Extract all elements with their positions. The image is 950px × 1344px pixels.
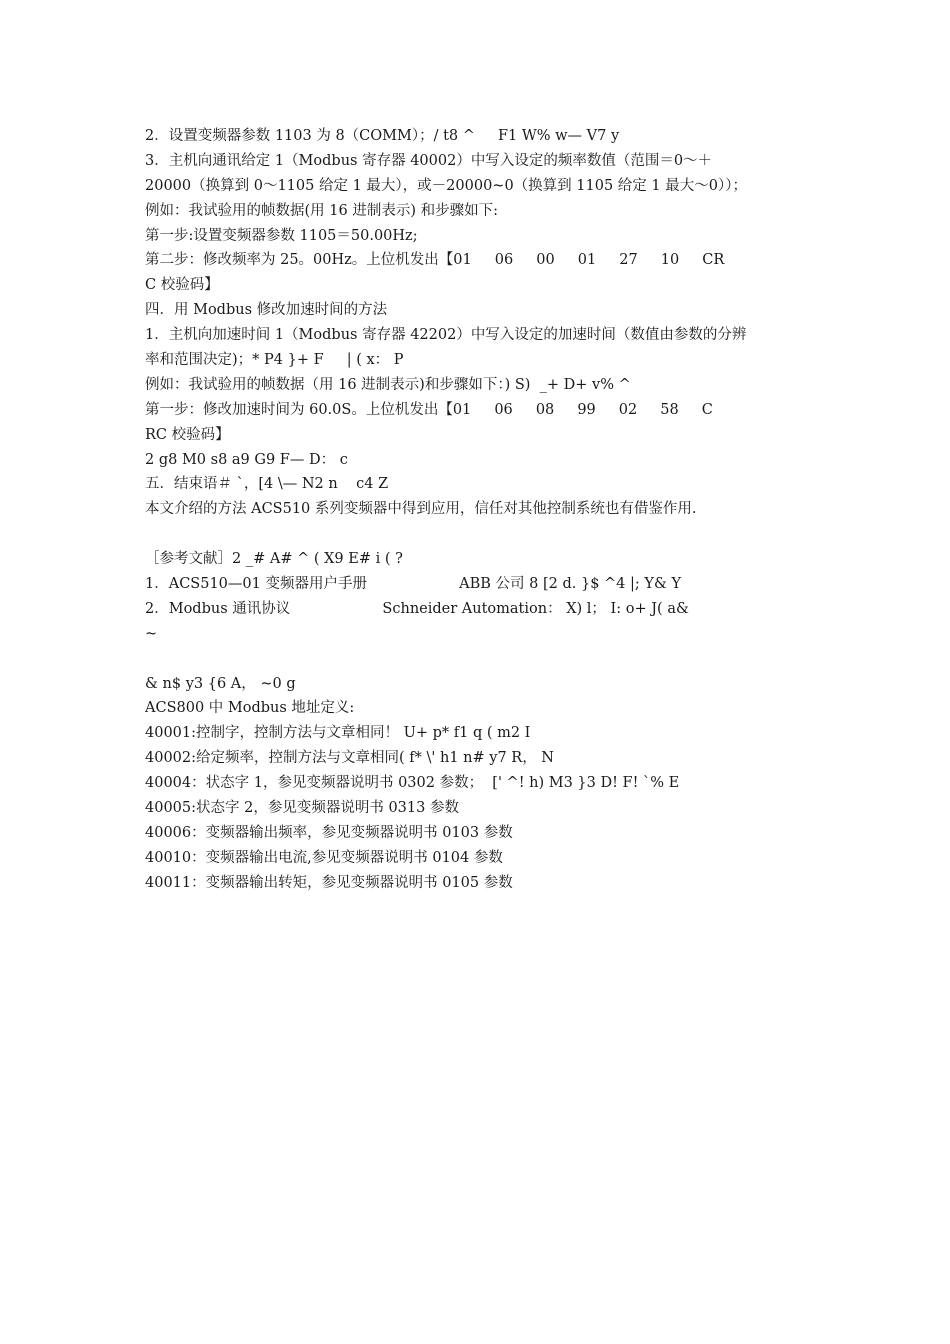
text-line: 2 g8 M0 s8 a9 G9 F— D： c [145,451,348,468]
text-line: 例如：我试验用的帧数据(用 16 进制表示) 和步骤如下: [145,202,498,219]
text-line: 1．主机向加速时间 1（Modbus 寄存器 42202）中写入设定的加速时间（数值由参数的分辨 [145,327,747,344]
text-line: ACS800 中 Modbus 地址定义: [145,700,355,717]
address-item: 40001:控制字，控制方法与文章相同！ U+ p* f1 q ( m2 I [145,725,531,742]
address-item: 40010：变频器输出电流,参见变频器说明书 0104 参数 [145,849,503,866]
text-line: 率和范围决定)；* P4 }+ F | ( x： P [145,352,404,369]
section-heading: 五．结束语＃ `，[4 \— N2 n c4 Z [145,476,389,493]
address-item: 40005:状态字 2，参见变频器说明书 0313 参数 [145,800,459,817]
address-item: 40006：变频器输出频率，参见变频器说明书 0103 参数 [145,824,513,841]
reference-item: 2．Modbus 通讯协议 Schneider Automation： X) l； I: o+ J( a& [145,600,689,617]
address-item: 40011：变频器输出转矩，参见变频器说明书 0105 参数 [145,874,513,891]
text-line: 3．主机向通讯给定 1（Modbus 寄存器 40002）中写入设定的频率数值（范围＝0～＋ [145,152,713,169]
address-item: 40002:给定频率，控制方法与文章相同( f* \' h1 n# y7 R， N [145,750,554,767]
text-line: 第二步：修改频率为 25。00Hz。上位机发出【01 06 00 01 27 10 CR [145,252,725,269]
text-line: 例如：我试验用的帧数据（用 16 进制表示)和步骤如下：) S) _+ D+ v% ^ [145,376,631,393]
references-heading: ［参考文献］2 _# A# ^ ( X9 E# i ( ? [145,551,403,568]
blank-line [145,647,810,672]
blank-line [145,522,810,547]
text-line: 第一步:设置变频器参数 1105＝50.00Hz; [145,227,418,244]
text-line: 本文介绍的方法 ACS510 系列变频器中得到应用，信任对其他控制系统也有借鉴作用. [145,501,697,518]
section-heading: 四．用 Modbus 修改加速时间的方法 [145,302,388,319]
text-line: 20000（换算到 0～1105 给定 1 最大），或－20000~0（换算到 1105 给定 1 最大～0））； [145,177,747,194]
document-body [145,124,810,896]
text-line: & n$ y3 {6 A， ~0 g [145,675,296,692]
text-line: 第一步：修改加速时间为 60.0S。上位机发出【01 06 08 99 02 58 C [145,401,713,418]
text-line: C 校验码】 [145,277,219,294]
text-line: RC 校验码】 [145,426,230,443]
text-line: 2．设置变频器参数 1103 为 8（COMM）；/ t8 ^ F1 W% w— V7 y [145,128,620,144]
address-item: 40004：状态字 1，参见变频器说明书 0302 参数； [' ^! h) M3 }3 D! F! `% E [145,775,680,792]
reference-item: 1．ACS510—01 变频器用户手册 ABB 公司 8 [2 d. }$ ^4 |; Y& Y [145,576,682,593]
text-line: ~ [145,625,158,642]
